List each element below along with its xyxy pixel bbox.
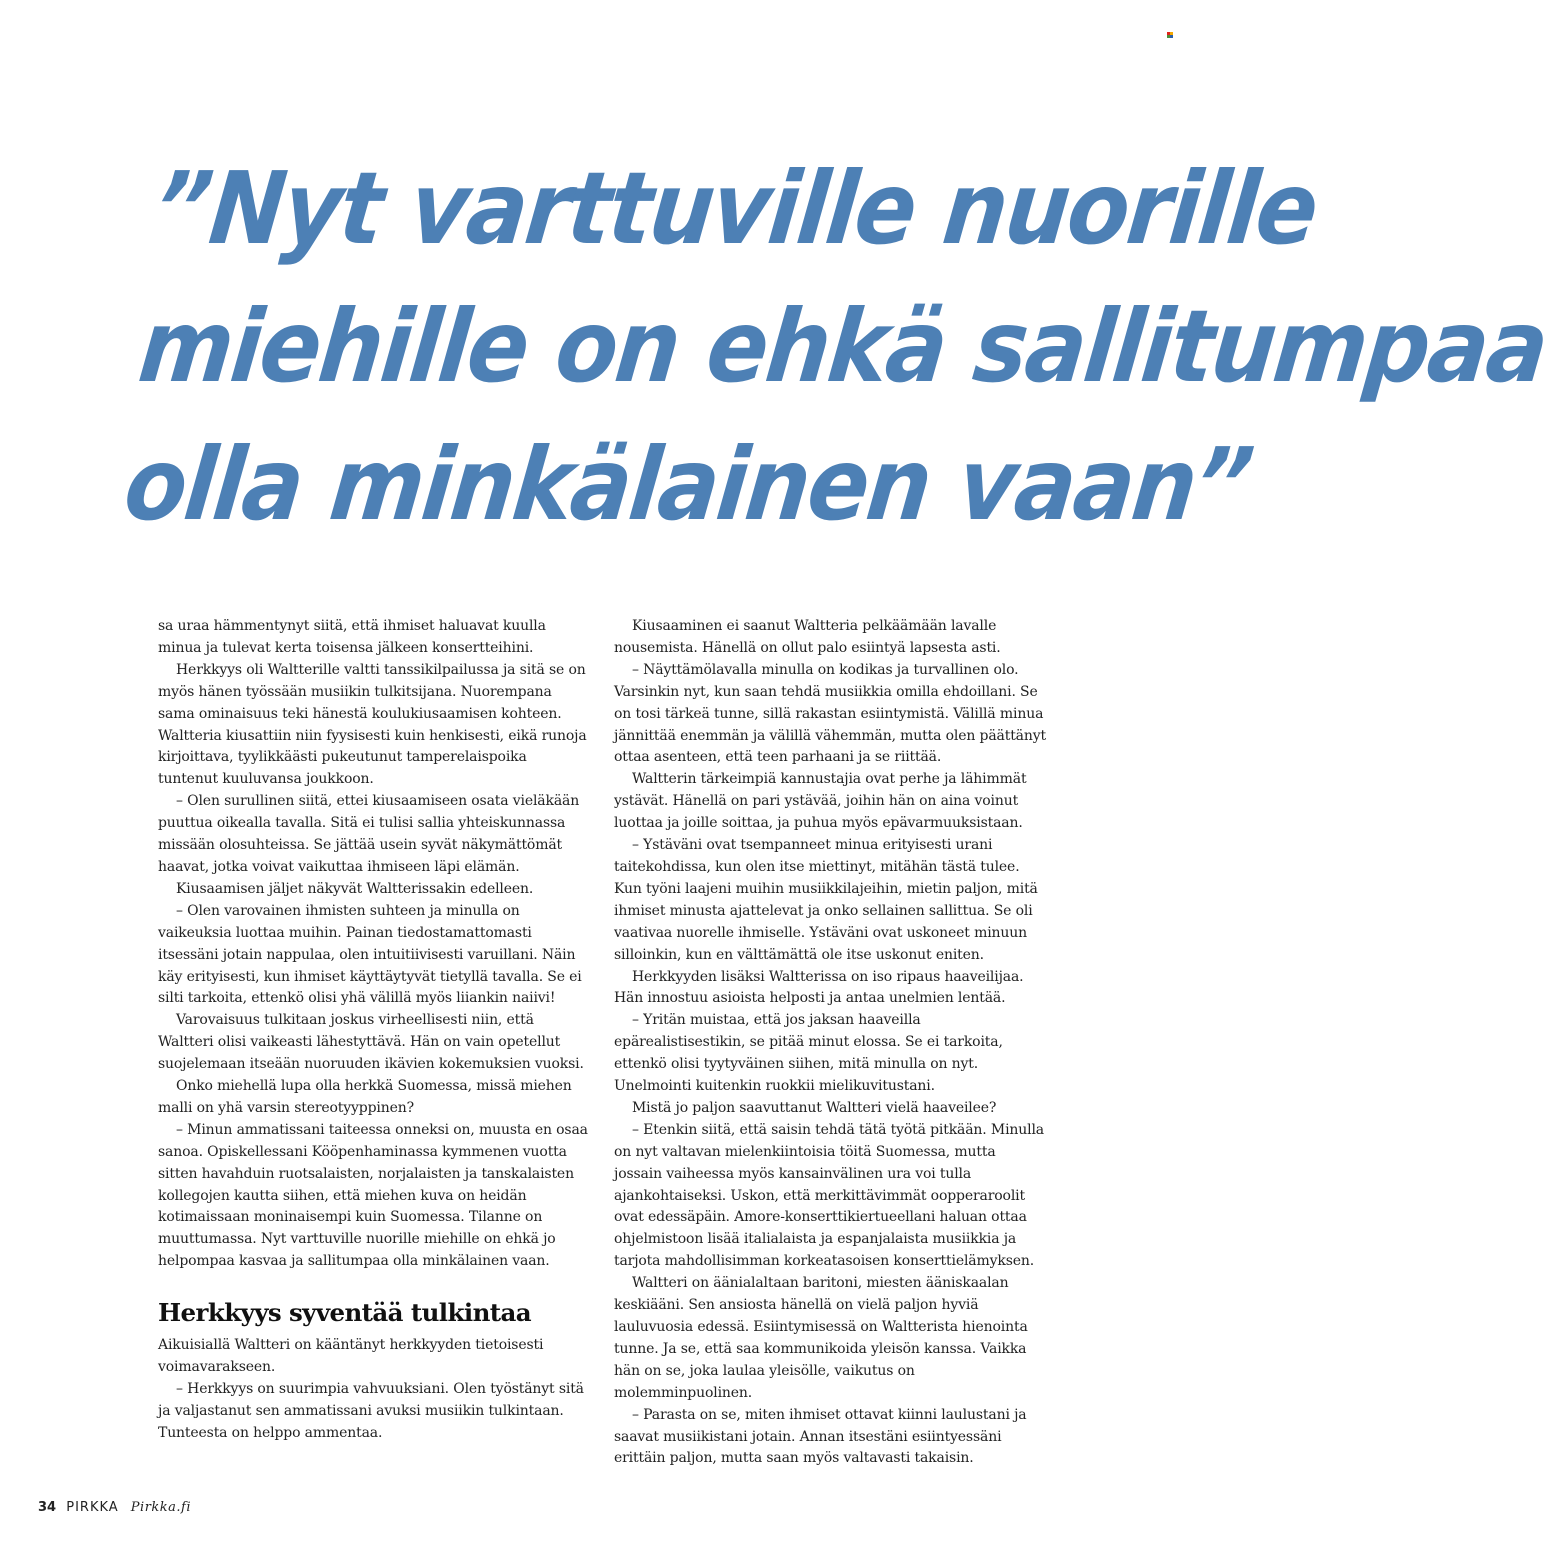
body-paragraph: Varovaisuus tulkitaan joskus virheellisesti niin, että Waltteri olisi vaikeasti lähestyttävä. Hän on vain opetellut suojelemaan itseään nuoruuden ikävien kokemuksien vuoksi. bbox=[158, 1012, 584, 1073]
body-paragraph: Herkkyys oli Waltterille valtti tanssikilpailussa ja sitä se on myös hänen työssään musiikin tulkitsijana. Nuorempana sama ominaisuus teki hänestä koulukiusaamisen kohteen. Waltteria kiusattiin niin fyysisesti kuin henkisesti, eikä runoja kirjoittava, tyylikkäästi pukeutunut tamperelaispoika tuntenut kuuluvansa joukkoon. bbox=[158, 661, 587, 788]
body-paragraph: Waltterin tärkeimpiä kannustajia ovat perhe ja lähimmät ystävät. Hänellä on pari ystävää, joihin hän on aina voinut luottaa ja joille soittaa, ja puhua myös epävarmuuksistaan. bbox=[614, 771, 1027, 832]
pull-quote bbox=[118, 140, 1553, 554]
magazine-name: PIRKKA bbox=[66, 1500, 119, 1515]
body-paragraph: – Ystäväni ovat tsempanneet minua erityisesti urani taitekohdissa, kun olen itse miettinyt, mitähän tästä tulee. Kun työni laajeni muihin musiikkilajeihin, mietin paljon, mitä ihmiset minusta ajattelevat ja onko sellainen sallittua. Se oli vaativaa nuorelle ihmiselle. Ystäväni ovat uskoneet minuun silloinkin, kun en välttämättä ole itse uskonut eniten. bbox=[614, 837, 1038, 963]
body-paragraph: Mistä jo paljon saavuttanut Waltteri vielä haaveilee? bbox=[632, 1099, 997, 1116]
body-paragraph: – Herkkyys on suurimpia vahvuuksiani. Olen työstänyt sitä ja valjastanut sen ammatissani avuksi musiikin tulkintaan. Tunteesta on helppo ammentaa. bbox=[158, 1381, 584, 1441]
subheading: Herkkyys syventää tulkintaa bbox=[158, 1298, 532, 1328]
body-paragraph: – Olen varovainen ihmisten suhteen ja minulla on vaikeuksia luottaa muihin. Painan tiedostamattomasti itsessäni jotain nappulaa, olen intuitiivisesti varuillani. Näin käy erityisesti, kun ihmiset käyttäytyvät tietyllä tavalla. Se ei silti tarkoita, ettenkö olisi yhä välillä myös liiankin naiivi! bbox=[158, 902, 582, 1007]
body-paragraph: – Yritän muistaa, että jos jaksan haaveilla epärealistisestikin, se pitää minut elossa. Se ei tarkoita, ettenkö olisi tyytyväinen siihen, mitä minulla on nyt. Unelmointi kuitenkin ruokkii mielikuvitustani. bbox=[614, 1012, 1003, 1095]
body-paragraph: – Parasta on se, miten ihmiset ottavat kiinni laulustani ja saavat musiikistani jotain. Annan itsestäni esiintyessäni erittäin paljon, mutta saan myös valtavasti takaisin. bbox=[614, 1406, 1027, 1467]
body-paragraph: Aikuisiallä Waltteri on kääntänyt herkkyyden tietoisesti voimavarakseen. bbox=[158, 1337, 544, 1376]
body-paragraph: Herkkyyden lisäksi Waltterissa on iso ripaus haaveilijaa. Hän innostuu asioista helposti ja antaa unelmien lentää. bbox=[614, 968, 1024, 1007]
website-link[interactable]: Pirkka.fi bbox=[130, 1500, 192, 1515]
left-column bbox=[158, 616, 588, 1445]
body-paragraph: Kiusaamisen jäljet näkyvät Waltterissakin edelleen. bbox=[176, 880, 534, 897]
body-paragraph: – Etenkin siitä, että saisin tehdä tätä työtä pitkään. Minulla on nyt valtavan mielenkiintoisia töitä Suomessa, mutta jossain vaiheessa myös kansainvälinen ura voi tulla ajankohtaiseksi. Uskon, että merkittävimmät oopperaroolit ovat edessäpäin. Amore-konserttikiertueellani haluan ottaa ohjelmistoon lisää italialaista ja espanjalaista musiikkia ja tarjota mahdollisimman korkeatasoisen konserttielämyksen. bbox=[614, 1121, 1044, 1270]
body-paragraph: Onko miehellä lupa olla herkkä Suomessa, missä miehen malli on yhä varsin stereotyyppinen? bbox=[158, 1078, 572, 1116]
body-paragraph: – Olen surullinen siitä, ettei kiusaamiseen osata vieläkään puuttua oikealla tavalla. Sitä ei tulisi sallia yhteiskunnassa missään olosuhteissa. Se jättää usein syvät näkymättömät haavat, jotka voivat vaikuttaa ihmiseen läpi elämän. bbox=[158, 793, 580, 875]
pull-quote-line-1: ”Nyt varttuville nuorille bbox=[148, 150, 1322, 267]
pull-quote-line-2: miehille on ehkä sallitumpaa bbox=[133, 288, 1553, 405]
right-column bbox=[614, 616, 1046, 1470]
body-paragraph: – Näyttämölavalla minulla on kodikas ja turvallinen olo. Varsinkin nyt, kun saan tehdä musiikkia omilla ehdoillani. Se on tosi tärkeä tunne, sillä rakastan esiintymistä. Välillä minua jännittää enemmän ja välillä vähemmän, mutta olen päättänyt ottaa asenteen, että teen parhaani ja se riittää. bbox=[614, 661, 1046, 766]
brand-color-mark bbox=[1167, 32, 1173, 38]
body-paragraph: – Minun ammatissani taiteessa onneksi on, muusta en osaa sanoa. Opiskellessani Kööpenhaminassa kymmenen vuotta sitten havahduin ruotsalaisten, norjalaisten ja tanskalaisten kollegojen kautta siihen, että miehen kuva on heidän kotimaissaan moninaisempi kuin Suomessa. Tilanne on muuttumassa. Nyt varttuville nuorille miehille on ehkä jo helpompaa kasvaa ja sallitumpaa olla minkälainen vaan. bbox=[158, 1121, 588, 1270]
page-footer bbox=[38, 1500, 191, 1515]
body-paragraph: Waltteri on äänialaltaan baritoni, miesten ääniskaalan keskiääni. Sen ansiosta hänellä on vielä paljon hyviä lauluvuosia edessä. Esiintymisessä on Waltterista hienointa tunne. Ja se, että saa kommunikoida yleisön kanssa. Vaikka hän on se, joka laulaa yleisölle, vaikutus on molemminpuolinen. bbox=[614, 1275, 1028, 1401]
body-paragraph: Kiusaaminen ei saanut Waltteria pelkäämään lavalle nousemista. Hänellä on ollut palo esiintyä lapsesta asti. bbox=[614, 618, 1001, 656]
pull-quote-line-3: olla minkälainen vaan” bbox=[119, 426, 1258, 543]
body-paragraph: sa uraa hämmentynyt siitä, että ihmiset haluavat kuulla minua ja tulevat kerta toisensa jälkeen konsertteihini. bbox=[158, 618, 546, 656]
page-number: 34 bbox=[38, 1500, 57, 1515]
